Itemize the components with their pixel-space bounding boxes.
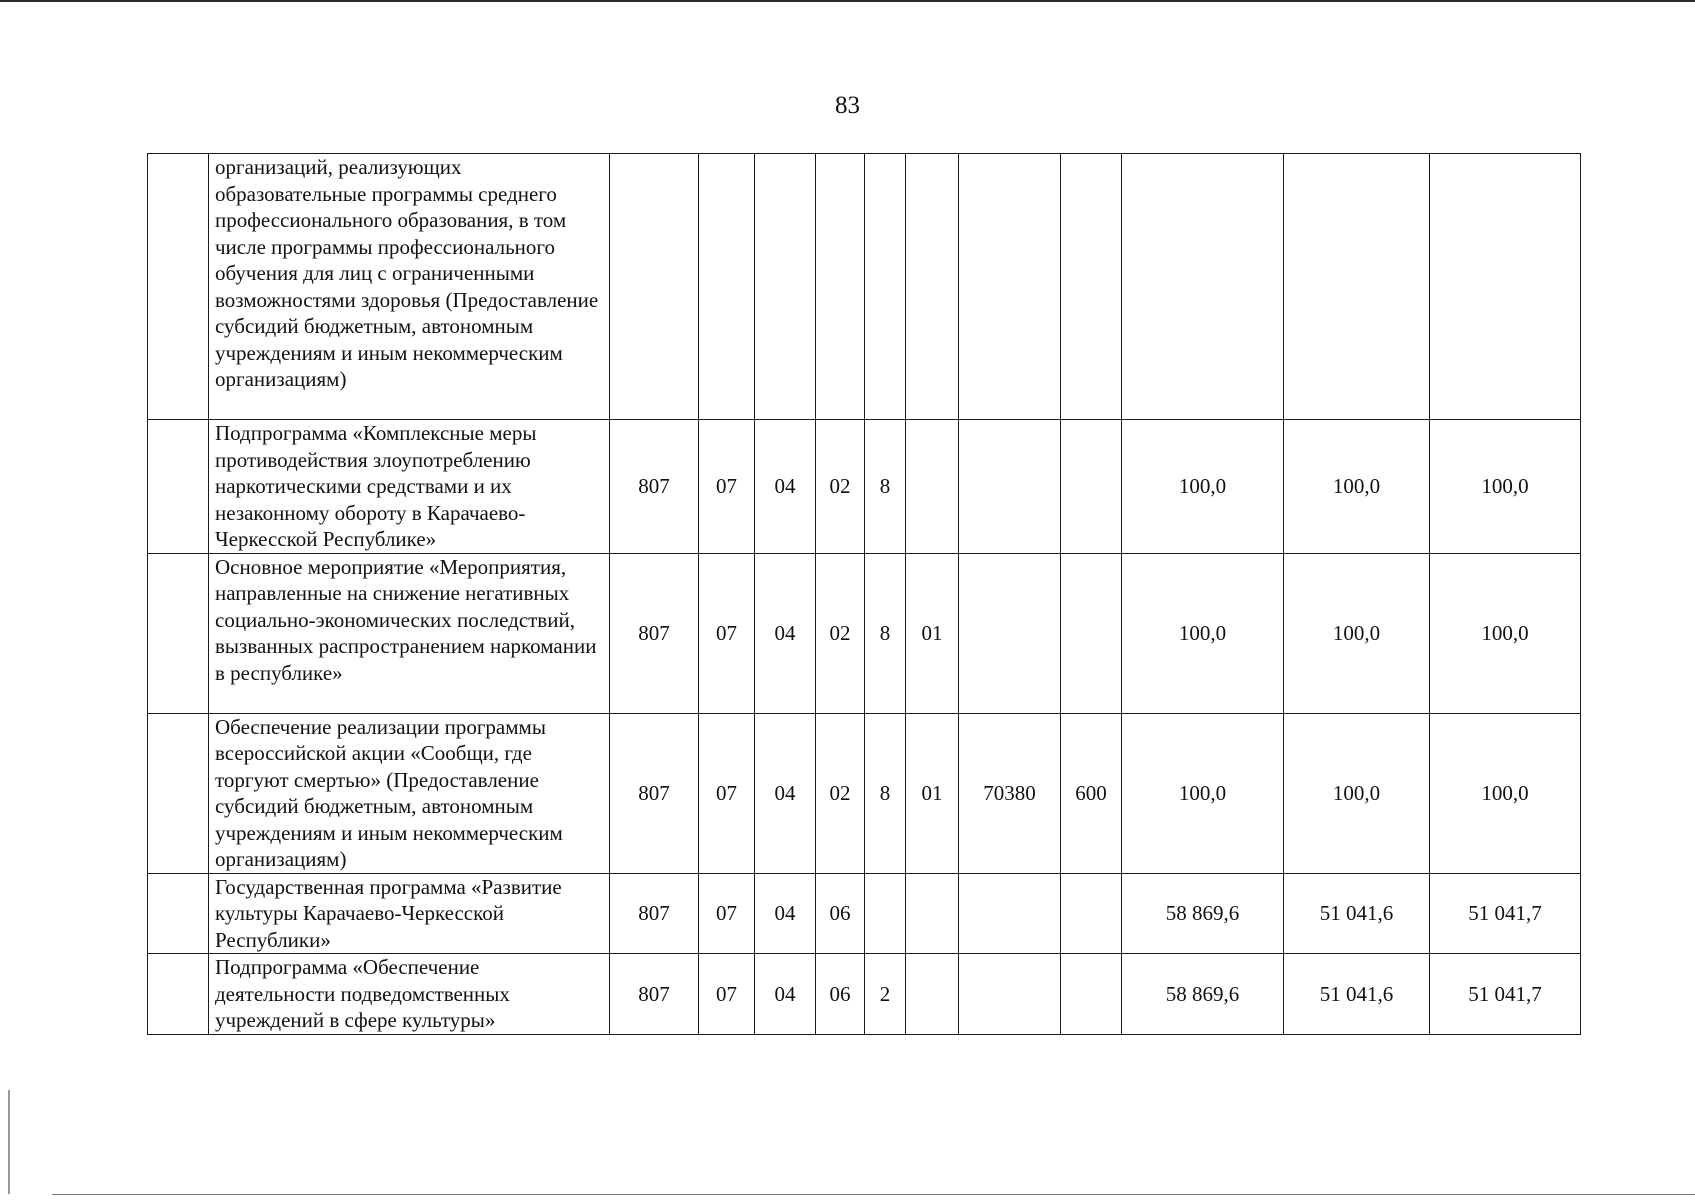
- subprogram-code-cell: 2: [865, 954, 906, 1035]
- subsection-code-cell: 04: [755, 420, 816, 554]
- event-code-cell: [906, 420, 959, 554]
- subsection-code-cell: 04: [755, 873, 816, 954]
- event-code-cell: [906, 954, 959, 1035]
- subsection-code-cell: [755, 154, 816, 420]
- amount-year-2-cell: 100,0: [1284, 420, 1430, 554]
- amount-year-3-cell: [1430, 154, 1581, 420]
- program-code-cell: [816, 154, 865, 420]
- ministry-code-cell: [610, 154, 699, 420]
- amount-year-3-cell: 100,0: [1430, 713, 1581, 873]
- amount-year-2-cell: 51 041,6: [1284, 873, 1430, 954]
- row-index-cell: [148, 713, 209, 873]
- row-index-cell: [148, 420, 209, 554]
- section-code-cell: 07: [699, 713, 755, 873]
- direction-code-cell: [959, 420, 1061, 554]
- section-code-cell: 07: [699, 553, 755, 713]
- program-code-cell: 06: [816, 873, 865, 954]
- description-cell: Основное мероприятие «Мероприятия, направленные на снижение негативных социально-экономических последствий, вызванных распространением наркомании в республике»: [209, 553, 610, 713]
- event-code-cell: [906, 873, 959, 954]
- event-code-cell: 01: [906, 713, 959, 873]
- program-code-cell: 06: [816, 954, 865, 1035]
- amount-year-2-cell: 100,0: [1284, 713, 1430, 873]
- section-code-cell: 07: [699, 873, 755, 954]
- top-border-line: [0, 0, 1695, 2]
- description-cell: Подпрограмма «Комплексные меры противодействия злоупотреблению наркотическими средствами и их незаконному обороту в Карачаево-Черкесской Республике»: [209, 420, 610, 554]
- amount-year-3-cell: 100,0: [1430, 553, 1581, 713]
- amount-year-1-cell: 100,0: [1122, 420, 1284, 554]
- section-code-cell: 07: [699, 954, 755, 1035]
- table-row: [148, 873, 1581, 954]
- description-cell: организаций, реализующих образовательные программы среднего профессионального образования, в том числе программы профессионального обучения для лиц с ограниченными возможностями здоровья (Предоставление субсидий бюджетным, автономным учреждениям и иным некоммерческим организациям): [209, 154, 610, 420]
- description-cell: Государственная программа «Развитие культуры Карачаево-Черкесской Республики»: [209, 873, 610, 954]
- amount-year-2-cell: [1284, 154, 1430, 420]
- subprogram-code-cell: 8: [865, 553, 906, 713]
- row-index-cell: [148, 954, 209, 1035]
- expense-type-cell: [1061, 553, 1122, 713]
- expense-type-cell: [1061, 420, 1122, 554]
- expense-type-cell: [1061, 954, 1122, 1035]
- event-code-cell: [906, 154, 959, 420]
- ministry-code-cell: 807: [610, 713, 699, 873]
- subprogram-code-cell: [865, 154, 906, 420]
- program-code-cell: 02: [816, 713, 865, 873]
- left-edge-mark: [8, 1090, 10, 1194]
- direction-code-cell: 70380: [959, 713, 1061, 873]
- page-number: 83: [835, 92, 860, 119]
- row-index-cell: [148, 154, 209, 420]
- event-code-cell: 01: [906, 553, 959, 713]
- amount-year-1-cell: 58 869,6: [1122, 954, 1284, 1035]
- amount-year-3-cell: 51 041,7: [1430, 954, 1581, 1035]
- row-index-cell: [148, 553, 209, 713]
- program-code-cell: 02: [816, 553, 865, 713]
- amount-year-1-cell: 58 869,6: [1122, 873, 1284, 954]
- table-row: [148, 954, 1581, 1035]
- ministry-code-cell: 807: [610, 873, 699, 954]
- subprogram-code-cell: [865, 873, 906, 954]
- direction-code-cell: [959, 154, 1061, 420]
- ministry-code-cell: 807: [610, 553, 699, 713]
- bottom-border-line: [52, 1194, 1695, 1195]
- direction-code-cell: [959, 553, 1061, 713]
- subsection-code-cell: 04: [755, 553, 816, 713]
- row-index-cell: [148, 873, 209, 954]
- table-row: [148, 713, 1581, 873]
- subprogram-code-cell: 8: [865, 420, 906, 554]
- amount-year-3-cell: 51 041,7: [1430, 873, 1581, 954]
- subsection-code-cell: 04: [755, 954, 816, 1035]
- description-cell: Обеспечение реализации программы всероссийской акции «Сообщи, где торгуют смертью» (Предоставление субсидий бюджетным, автономным учреждениям и иным некоммерческим организациям): [209, 713, 610, 873]
- amount-year-2-cell: 100,0: [1284, 553, 1430, 713]
- amount-year-2-cell: 51 041,6: [1284, 954, 1430, 1035]
- ministry-code-cell: 807: [610, 420, 699, 554]
- direction-code-cell: [959, 954, 1061, 1035]
- amount-year-1-cell: [1122, 154, 1284, 420]
- table-row: [148, 420, 1581, 554]
- direction-code-cell: [959, 873, 1061, 954]
- amount-year-3-cell: 100,0: [1430, 420, 1581, 554]
- expense-type-cell: [1061, 154, 1122, 420]
- table-row: [148, 154, 1581, 420]
- subsection-code-cell: 04: [755, 713, 816, 873]
- ministry-code-cell: 807: [610, 954, 699, 1035]
- section-code-cell: [699, 154, 755, 420]
- program-code-cell: 02: [816, 420, 865, 554]
- amount-year-1-cell: 100,0: [1122, 553, 1284, 713]
- expense-type-cell: [1061, 873, 1122, 954]
- table-row: [148, 553, 1581, 713]
- amount-year-1-cell: 100,0: [1122, 713, 1284, 873]
- expense-type-cell: 600: [1061, 713, 1122, 873]
- budget-table: [147, 153, 1581, 1035]
- description-cell: Подпрограмма «Обеспечение деятельности подведомственных учреждений в сфере культуры»: [209, 954, 610, 1035]
- section-code-cell: 07: [699, 420, 755, 554]
- subprogram-code-cell: 8: [865, 713, 906, 873]
